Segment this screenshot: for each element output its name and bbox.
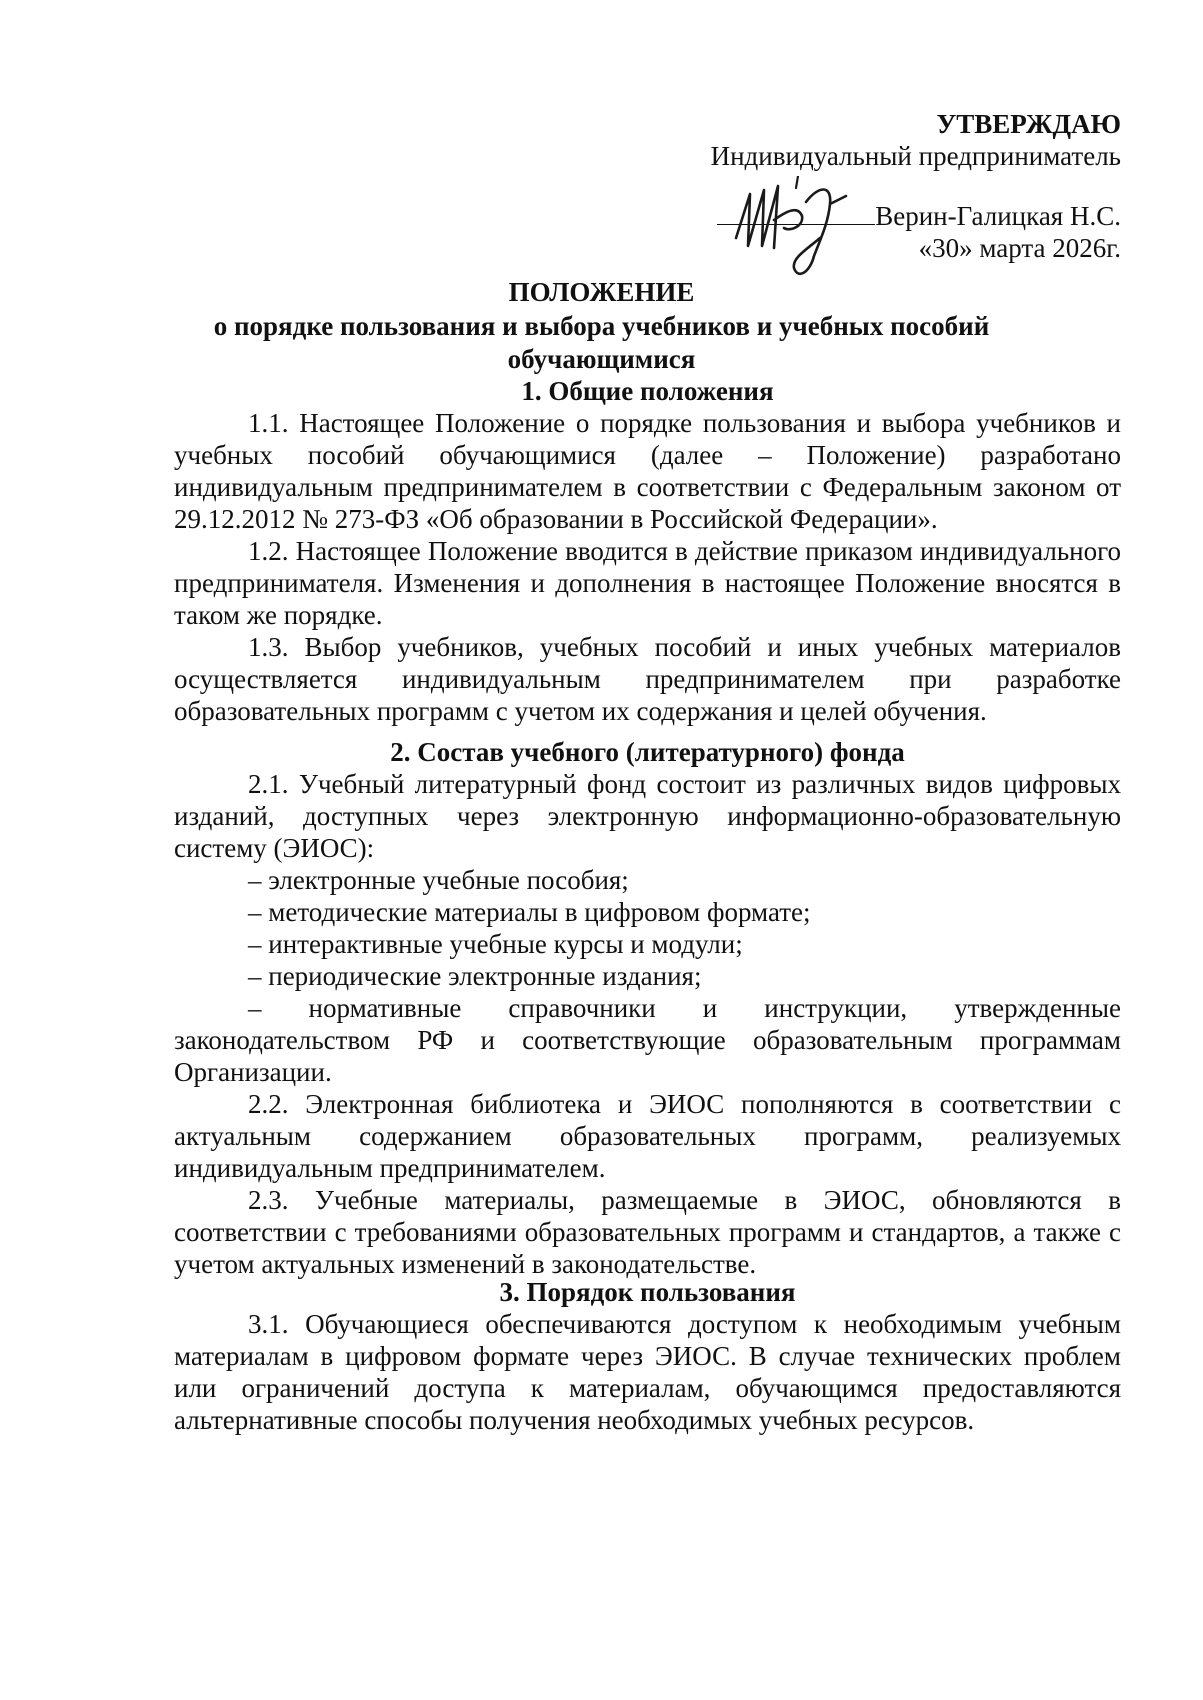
approval-date: «30» марта 2026г.: [918, 233, 1121, 263]
approval-title: УТВЕРЖДАЮ: [936, 109, 1121, 139]
section-1-heading: 1. Общие положения: [521, 376, 774, 406]
list-item: – периодические электронные издания;: [248, 961, 702, 991]
list-item: – методические материалы в цифровом формате;: [248, 897, 811, 927]
list-item: – интерактивные учебные курсы и модули;: [248, 929, 743, 959]
paragraph-3-1: 3.1. Обучающиеся обеспечиваются доступом к необходимым учебным материалам в цифровом формате через ЭИОС. В случае технических проблем или ограничений доступа к материалам, обучающимся предоставляются альтернативные способы получения необходимых учебных ресурсов.: [174, 1309, 1121, 1435]
document-subtitle-line-2: обучающимися: [507, 344, 696, 374]
approver-name: Верин-Галицкая Н.С.: [875, 201, 1121, 231]
handwritten-signature: [728, 176, 868, 286]
section-1: [174, 375, 1121, 727]
paragraph-1-3: 1.3. Выбор учебников, учебных пособий и иных учебных материалов осуществляется индивидуальным предпринимателем при разработке образовательных программ с учетом их содержания и целей обучения.: [174, 632, 1121, 726]
list-item: – электронные учебные пособия;: [248, 865, 629, 895]
list-item-long: – нормативные справочники и инструкции, утвержденные законодательством РФ и соответствующие образовательным программам Организации.: [174, 993, 1121, 1087]
document-title: ПОЛОЖЕНИЕ: [508, 277, 695, 307]
paragraph-1-2: 1.2. Настоящее Положение вводится в действие приказом индивидуального предпринимателя. Изменения и дополнения в настоящее Положение вносятся в таком же порядке.: [174, 536, 1121, 630]
document-subtitle-line-1: о порядке пользования и выбора учебников и учебных пособий: [213, 311, 990, 341]
section-3-heading: 3. Порядок пользования: [499, 1277, 796, 1307]
paragraph-1-1: 1.1. Настоящее Положение о порядке пользования и выбора учебников и учебных пособий обучающимися (далее – Положение) разработано индивидуальным предпринимателем в соответствии с Федеральным законом от 29.12.2012 № 273-ФЗ «Об образовании в Российской Федерации».: [174, 408, 1121, 534]
section-2-heading: 2. Состав учебного (литературного) фонда: [390, 737, 905, 767]
paragraph-2-3: 2.3. Учебные материалы, размещаемые в ЭИОС, обновляются в соответствии с требованиями образовательных программ и стандартов, а также с учетом актуальных изменений в законодательстве.: [174, 1185, 1121, 1279]
paragraph-2-2: 2.2. Электронная библиотека и ЭИОС пополняются в соответствии с актуальным содержанием образовательных программ, реализуемых индивидуальным предпринимателем.: [174, 1089, 1121, 1183]
paragraph-2-1: 2.1. Учебный литературный фонд состоит из различных видов цифровых изданий, доступных через электронную информационно-образовательную систему (ЭИОС):: [174, 769, 1121, 863]
section-2: [174, 736, 1121, 1280]
section-3: [174, 1276, 1121, 1436]
approval-position: Индивидуальный предприниматель: [710, 141, 1121, 171]
